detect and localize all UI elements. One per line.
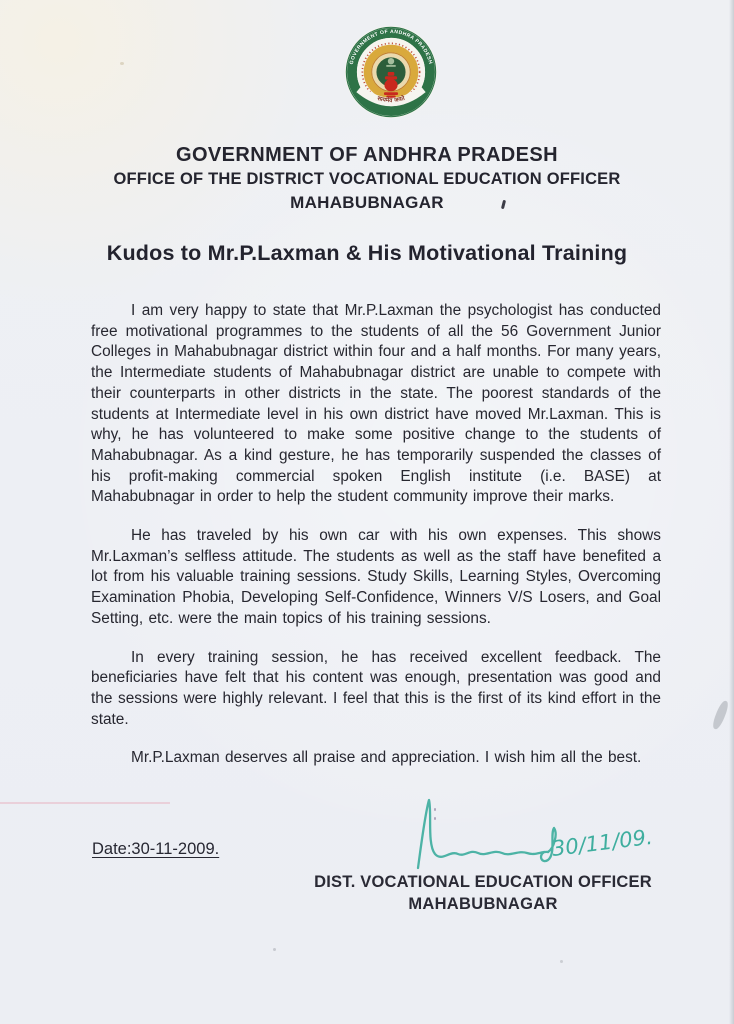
scan-artifact-speck — [120, 62, 124, 65]
signature-handwritten-date: 30/11/09. — [550, 824, 654, 861]
seal-ring-text: GOVERNMENT OF ANDHRA PRADESH — [348, 28, 434, 66]
letterhead-office-line: OFFICE OF THE DISTRICT VOCATIONAL EDUCATION OFFICER — [113, 170, 621, 188]
scan-artifact-pink-line — [0, 802, 170, 804]
letter-date: Date:30-11-2009. — [92, 840, 220, 858]
letterhead-district-line: MAHABUBNAGAR — [290, 193, 444, 212]
letterhead-government-line: GOVERNMENT OF ANDHRA PRADESH — [176, 144, 558, 166]
paragraph-2: He has traveled by his own car with his own expenses. This shows Mr.Laxman’s selfless attitude. The students as well as the staff have benefited a lot from his valuable training sessions. Study Skills, Learning Styles, Overcoming Examination Phobia, Developing Self-Confidence, Winners V/S Losers, and Goal Setting, etc. were the main topics of his training sessions. — [91, 527, 661, 627]
letter-body — [91, 301, 661, 787]
letterhead — [0, 142, 734, 214]
andhra-pradesh-government-seal-icon — [344, 25, 438, 119]
paragraph-4: Mr.P.Laxman deserves all praise and appreciation. I wish him all the best. — [131, 749, 642, 767]
paragraph-3: In every training session, he has received excellent feedback. The beneficiaries have felt that his content was enough, presentation was good and the sessions were highly relevant. I feel that this is the first of its kind effort in the state. — [91, 648, 661, 728]
designation-title: DIST. VOCATIONAL EDUCATION OFFICER — [314, 873, 652, 891]
seal-motto-text: सत्यमेव जयते — [376, 95, 406, 105]
designation-place: MAHABUBNAGAR — [408, 895, 558, 913]
letter-title: Kudos to Mr.P.Laxman & His Motivational Training — [106, 241, 628, 265]
paragraph-1: I am very happy to state that Mr.P.Laxman the psychologist has conducted free motivational programmes to the students of all the 56 Government Junior Colleges in Mahabubnagar district within four and a half months. For many years, the Intermediate students of Mahabubnagar district are unable to compete with their counterparts in other districts in the state. The poorest standards of the students at Intermediate level in his own district have moved Mr.Laxman. This is why, he has volunteered to make some positive change to the students of Mahabubnagar. As a kind gesture, he has temporarily suspended the classes of his profit-making commercial spoken English institute (i.e. BASE) at Mahabubnagar in order to help the student community improve their marks. — [91, 302, 661, 506]
scan-artifact-smudge — [711, 699, 731, 730]
signature-ink — [398, 788, 660, 878]
scan-artifact-speck — [273, 948, 276, 951]
scan-artifact-speck — [560, 960, 563, 963]
